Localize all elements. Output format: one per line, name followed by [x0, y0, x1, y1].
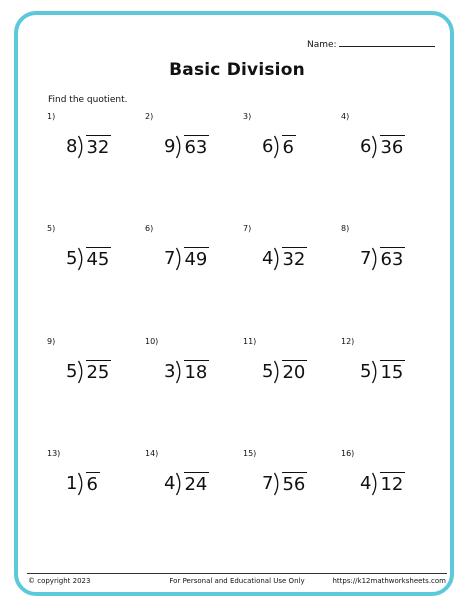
- dividend: 63: [380, 249, 404, 270]
- dividend: 45: [86, 249, 110, 270]
- division-bracket: [175, 247, 184, 271]
- division-problem: [341, 224, 431, 284]
- dividend: 15: [380, 362, 404, 383]
- division-problem: [145, 337, 235, 397]
- divisor: 4: [164, 473, 176, 494]
- divisor: 4: [360, 473, 372, 494]
- dividend: 24: [184, 474, 208, 495]
- division-expression: [66, 247, 111, 271]
- division-expression: [360, 360, 405, 384]
- divisor: 3: [164, 361, 176, 382]
- problem-number: 1): [47, 112, 56, 121]
- division-problem: [341, 112, 431, 172]
- instructions: Find the quotient.: [48, 95, 128, 105]
- division-bracket: [371, 247, 380, 271]
- dividend: 18: [184, 362, 208, 383]
- name-blank-line: [339, 37, 435, 47]
- problem-number: 7): [243, 224, 252, 233]
- division-bracket: [273, 135, 282, 159]
- divisor: 5: [262, 361, 274, 382]
- divisor: 1: [66, 473, 78, 494]
- division-expression: [262, 135, 296, 159]
- problem-number: 15): [243, 449, 257, 458]
- division-bracket: [77, 472, 86, 496]
- footer-copyright: © copyright 2023: [28, 577, 91, 585]
- divisor: 7: [360, 248, 372, 269]
- division-bracket: [175, 135, 184, 159]
- division-expression: [66, 472, 100, 496]
- problem-number: 16): [341, 449, 355, 458]
- worksheet-title: Basic Division: [169, 60, 305, 80]
- division-expression: [66, 135, 111, 159]
- division-problem: [145, 112, 235, 172]
- divisor: 6: [360, 136, 372, 157]
- problem-number: 5): [47, 224, 56, 233]
- divisor: 5: [66, 361, 78, 382]
- divisor: 5: [66, 248, 78, 269]
- divisor: 4: [262, 248, 274, 269]
- dividend: 32: [86, 137, 110, 158]
- problem-number: 14): [145, 449, 159, 458]
- division-bracket: [371, 135, 380, 159]
- problem-number: 2): [145, 112, 154, 121]
- division-expression: [360, 247, 405, 271]
- division-bracket: [77, 247, 86, 271]
- division-bracket: [273, 247, 282, 271]
- dividend: 32: [282, 249, 306, 270]
- division-expression: [262, 247, 307, 271]
- problem-number: 6): [145, 224, 154, 233]
- division-expression: [262, 360, 307, 384]
- division-problem: [243, 224, 333, 284]
- dividend: 6: [282, 137, 294, 158]
- division-problem: [145, 449, 235, 509]
- problem-number: 12): [341, 337, 355, 346]
- problem-number: 10): [145, 337, 159, 346]
- divisor: 7: [164, 248, 176, 269]
- division-expression: [262, 472, 307, 496]
- problem-number: 13): [47, 449, 61, 458]
- problem-number: 11): [243, 337, 257, 346]
- division-expression: [66, 360, 111, 384]
- division-bracket: [77, 360, 86, 384]
- division-problem: [145, 224, 235, 284]
- division-bracket: [175, 472, 184, 496]
- division-expression: [164, 247, 209, 271]
- problem-number: 4): [341, 112, 350, 121]
- problem-number: 8): [341, 224, 350, 233]
- division-problem: [341, 337, 431, 397]
- dividend: 49: [184, 249, 208, 270]
- division-problem: [341, 449, 431, 509]
- divisor: 8: [66, 136, 78, 157]
- divisor: 9: [164, 136, 176, 157]
- division-bracket: [273, 360, 282, 384]
- division-expression: [164, 472, 209, 496]
- divisor: 7: [262, 473, 274, 494]
- name-label: Name:: [307, 40, 337, 50]
- division-problem: [47, 224, 137, 284]
- division-bracket: [77, 135, 86, 159]
- divisor: 5: [360, 361, 372, 382]
- problem-number: 3): [243, 112, 252, 121]
- footer-website: https://k12mathworksheets.com: [332, 577, 446, 585]
- division-bracket: [371, 360, 380, 384]
- division-expression: [360, 472, 405, 496]
- dividend: 63: [184, 137, 208, 158]
- division-expression: [164, 135, 209, 159]
- dividend: 20: [282, 362, 306, 383]
- division-problem: [243, 337, 333, 397]
- division-problem: [47, 449, 137, 509]
- division-expression: [164, 360, 209, 384]
- divisor: 6: [262, 136, 274, 157]
- division-expression: [360, 135, 405, 159]
- division-problem: [243, 449, 333, 509]
- problem-number: 9): [47, 337, 56, 346]
- division-bracket: [175, 360, 184, 384]
- dividend: 36: [380, 137, 404, 158]
- name-field: [307, 37, 435, 50]
- division-problem: [47, 112, 137, 172]
- division-bracket: [371, 472, 380, 496]
- division-problem: [47, 337, 137, 397]
- dividend: 12: [380, 474, 404, 495]
- dividend: 25: [86, 362, 110, 383]
- division-bracket: [273, 472, 282, 496]
- footer-usage-note: For Personal and Educational Use Only: [169, 577, 305, 585]
- division-problem: [243, 112, 333, 172]
- dividend: 6: [86, 474, 98, 495]
- dividend: 56: [282, 474, 306, 495]
- footer-divider: [27, 573, 447, 574]
